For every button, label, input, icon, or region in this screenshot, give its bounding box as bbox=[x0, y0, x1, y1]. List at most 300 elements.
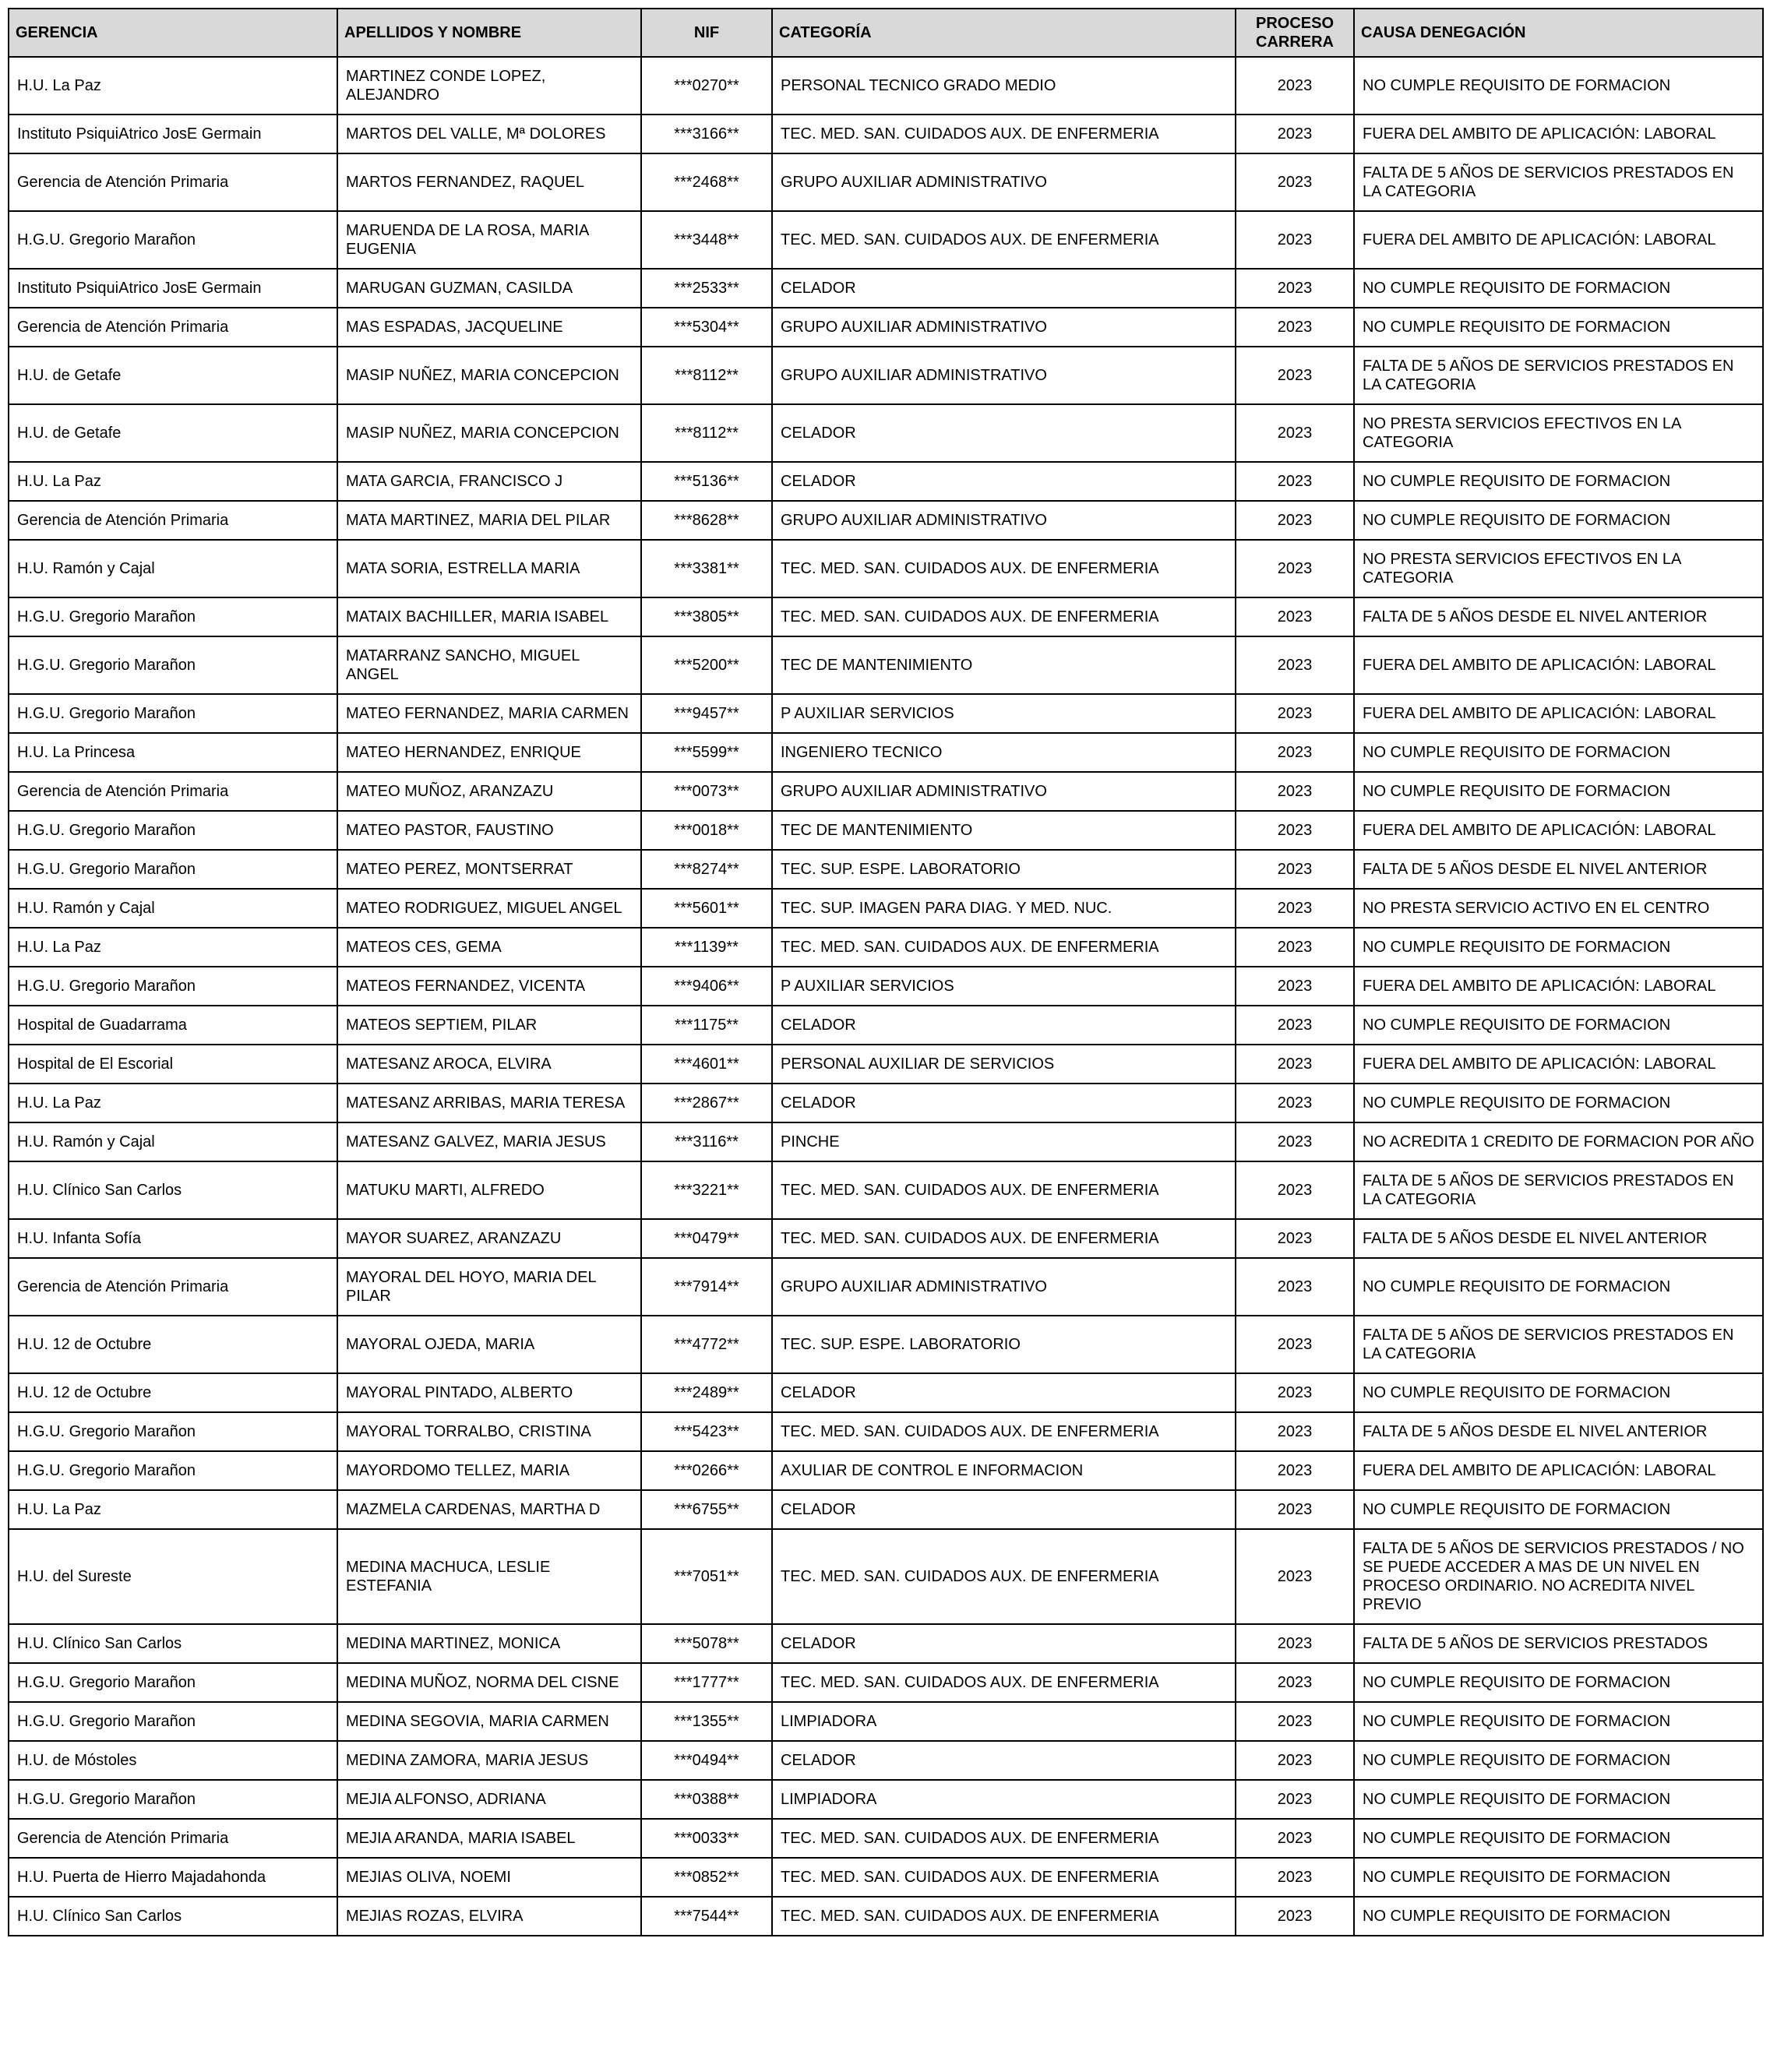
cell-categoria: TEC. MED. SAN. CUIDADOS AUX. DE ENFERMERIA bbox=[772, 1897, 1236, 1936]
cell-apellidos: MATEO MUÑOZ, ARANZAZU bbox=[337, 772, 641, 811]
table-row bbox=[9, 462, 1763, 501]
cell-nif: ***3221** bbox=[641, 1161, 772, 1219]
cell-categoria: CELADOR bbox=[772, 1624, 1236, 1663]
table-body bbox=[9, 57, 1763, 1936]
cell-apellidos: MATESANZ GALVEZ, MARIA JESUS bbox=[337, 1122, 641, 1161]
cell-nif: ***0852** bbox=[641, 1858, 772, 1897]
cell-proceso: 2023 bbox=[1236, 694, 1354, 733]
table-row bbox=[9, 597, 1763, 636]
cell-proceso: 2023 bbox=[1236, 967, 1354, 1006]
cell-proceso: 2023 bbox=[1236, 153, 1354, 211]
cell-categoria: PINCHE bbox=[772, 1122, 1236, 1161]
cell-gerencia: H.G.U. Gregorio Marañon bbox=[9, 636, 337, 694]
cell-nif: ***5078** bbox=[641, 1624, 772, 1663]
table-row bbox=[9, 57, 1763, 115]
cell-nif: ***9406** bbox=[641, 967, 772, 1006]
cell-causa: NO CUMPLE REQUISITO DE FORMACION bbox=[1354, 1819, 1763, 1858]
cell-apellidos: MEDINA MUÑOZ, NORMA DEL CISNE bbox=[337, 1663, 641, 1702]
cell-apellidos: MATEOS SEPTIEM, PILAR bbox=[337, 1006, 641, 1045]
cell-proceso: 2023 bbox=[1236, 269, 1354, 308]
header-categoria: CATEGORÍA bbox=[772, 9, 1236, 57]
cell-nif: ***8112** bbox=[641, 347, 772, 404]
cell-proceso: 2023 bbox=[1236, 597, 1354, 636]
cell-gerencia: H.U. Puerta de Hierro Majadahonda bbox=[9, 1858, 337, 1897]
cell-proceso: 2023 bbox=[1236, 1780, 1354, 1819]
cell-proceso: 2023 bbox=[1236, 1122, 1354, 1161]
table-row bbox=[9, 1412, 1763, 1451]
cell-nif: ***3381** bbox=[641, 540, 772, 597]
table-row bbox=[9, 1045, 1763, 1084]
cell-apellidos: MATARRANZ SANCHO, MIGUEL ANGEL bbox=[337, 636, 641, 694]
header-causa-denegacion: CAUSA DENEGACIÓN bbox=[1354, 9, 1763, 57]
table-row bbox=[9, 1741, 1763, 1780]
table-row bbox=[9, 694, 1763, 733]
cell-apellidos: MATESANZ ARRIBAS, MARIA TERESA bbox=[337, 1084, 641, 1122]
cell-proceso: 2023 bbox=[1236, 1006, 1354, 1045]
cell-causa: NO CUMPLE REQUISITO DE FORMACION bbox=[1354, 1858, 1763, 1897]
table-row bbox=[9, 733, 1763, 772]
cell-apellidos: MATEO PEREZ, MONTSERRAT bbox=[337, 850, 641, 889]
cell-gerencia: H.U. del Sureste bbox=[9, 1529, 337, 1624]
cell-apellidos: MARUENDA DE LA ROSA, MARIA EUGENIA bbox=[337, 211, 641, 269]
cell-categoria: TEC. MED. SAN. CUIDADOS AUX. DE ENFERMERIA bbox=[772, 1663, 1236, 1702]
cell-gerencia: H.U. Ramón y Cajal bbox=[9, 1122, 337, 1161]
cell-causa: NO CUMPLE REQUISITO DE FORMACION bbox=[1354, 1702, 1763, 1741]
cell-categoria: GRUPO AUXILIAR ADMINISTRATIVO bbox=[772, 347, 1236, 404]
cell-nif: ***6755** bbox=[641, 1490, 772, 1529]
cell-apellidos: MEDINA SEGOVIA, MARIA CARMEN bbox=[337, 1702, 641, 1741]
cell-apellidos: MATEO RODRIGUEZ, MIGUEL ANGEL bbox=[337, 889, 641, 928]
cell-causa: FUERA DEL AMBITO DE APLICACIÓN: LABORAL bbox=[1354, 1451, 1763, 1490]
cell-gerencia: H.U. de Móstoles bbox=[9, 1741, 337, 1780]
cell-proceso: 2023 bbox=[1236, 1316, 1354, 1373]
cell-gerencia: H.U. de Getafe bbox=[9, 404, 337, 462]
cell-categoria: TEC. SUP. ESPE. LABORATORIO bbox=[772, 1316, 1236, 1373]
cell-gerencia: Hospital de El Escorial bbox=[9, 1045, 337, 1084]
cell-categoria: PERSONAL AUXILIAR DE SERVICIOS bbox=[772, 1045, 1236, 1084]
cell-proceso: 2023 bbox=[1236, 1819, 1354, 1858]
table-row bbox=[9, 347, 1763, 404]
table-row bbox=[9, 115, 1763, 153]
cell-nif: ***3805** bbox=[641, 597, 772, 636]
cell-gerencia: Gerencia de Atención Primaria bbox=[9, 153, 337, 211]
cell-apellidos: MEJIAS ROZAS, ELVIRA bbox=[337, 1897, 641, 1936]
cell-categoria: GRUPO AUXILIAR ADMINISTRATIVO bbox=[772, 1258, 1236, 1316]
cell-nif: ***5423** bbox=[641, 1412, 772, 1451]
cell-proceso: 2023 bbox=[1236, 1045, 1354, 1084]
cell-nif: ***0479** bbox=[641, 1219, 772, 1258]
cell-proceso: 2023 bbox=[1236, 1741, 1354, 1780]
cell-categoria: GRUPO AUXILIAR ADMINISTRATIVO bbox=[772, 308, 1236, 347]
cell-causa: NO CUMPLE REQUISITO DE FORMACION bbox=[1354, 1373, 1763, 1412]
header-nif: NIF bbox=[641, 9, 772, 57]
cell-gerencia: Instituto PsiquiAtrico JosE Germain bbox=[9, 269, 337, 308]
cell-categoria: CELADOR bbox=[772, 1006, 1236, 1045]
table-row bbox=[9, 1624, 1763, 1663]
cell-gerencia: H.U. La Paz bbox=[9, 57, 337, 115]
cell-proceso: 2023 bbox=[1236, 733, 1354, 772]
cell-causa: NO CUMPLE REQUISITO DE FORMACION bbox=[1354, 1663, 1763, 1702]
table-row bbox=[9, 1316, 1763, 1373]
cell-causa: NO CUMPLE REQUISITO DE FORMACION bbox=[1354, 928, 1763, 967]
cell-nif: ***0018** bbox=[641, 811, 772, 850]
cell-gerencia: H.G.U. Gregorio Marañon bbox=[9, 1702, 337, 1741]
table-row bbox=[9, 1897, 1763, 1936]
cell-categoria: GRUPO AUXILIAR ADMINISTRATIVO bbox=[772, 153, 1236, 211]
cell-causa: FALTA DE 5 AÑOS DE SERVICIOS PRESTADOS EN LA CATEGORIA bbox=[1354, 153, 1763, 211]
cell-categoria: CELADOR bbox=[772, 1373, 1236, 1412]
cell-nif: ***0266** bbox=[641, 1451, 772, 1490]
cell-apellidos: MEDINA MARTINEZ, MONICA bbox=[337, 1624, 641, 1663]
cell-causa: FALTA DE 5 AÑOS DE SERVICIOS PRESTADOS EN LA CATEGORIA bbox=[1354, 1316, 1763, 1373]
cell-categoria: P AUXILIAR SERVICIOS bbox=[772, 967, 1236, 1006]
cell-nif: ***5599** bbox=[641, 733, 772, 772]
cell-gerencia: Gerencia de Atención Primaria bbox=[9, 308, 337, 347]
cell-nif: ***3448** bbox=[641, 211, 772, 269]
cell-causa: FALTA DE 5 AÑOS DESDE EL NIVEL ANTERIOR bbox=[1354, 1219, 1763, 1258]
cell-causa: NO ACREDITA 1 CREDITO DE FORMACION POR AÑO bbox=[1354, 1122, 1763, 1161]
table-row bbox=[9, 1780, 1763, 1819]
cell-nif: ***3166** bbox=[641, 115, 772, 153]
cell-gerencia: H.U. 12 de Octubre bbox=[9, 1373, 337, 1412]
cell-apellidos: MATA SORIA, ESTRELLA MARIA bbox=[337, 540, 641, 597]
cell-proceso: 2023 bbox=[1236, 404, 1354, 462]
cell-gerencia: H.U. Ramón y Cajal bbox=[9, 889, 337, 928]
cell-causa: NO CUMPLE REQUISITO DE FORMACION bbox=[1354, 1741, 1763, 1780]
cell-apellidos: MEJIA ALFONSO, ADRIANA bbox=[337, 1780, 641, 1819]
cell-proceso: 2023 bbox=[1236, 1529, 1354, 1624]
cell-nif: ***1777** bbox=[641, 1663, 772, 1702]
cell-apellidos: MASIP NUÑEZ, MARIA CONCEPCION bbox=[337, 347, 641, 404]
cell-apellidos: MASIP NUÑEZ, MARIA CONCEPCION bbox=[337, 404, 641, 462]
cell-causa: NO CUMPLE REQUISITO DE FORMACION bbox=[1354, 1897, 1763, 1936]
cell-proceso: 2023 bbox=[1236, 1451, 1354, 1490]
cell-categoria: TEC. MED. SAN. CUIDADOS AUX. DE ENFERMERIA bbox=[772, 1858, 1236, 1897]
cell-nif: ***4601** bbox=[641, 1045, 772, 1084]
cell-proceso: 2023 bbox=[1236, 1412, 1354, 1451]
cell-gerencia: H.G.U. Gregorio Marañon bbox=[9, 597, 337, 636]
header-gerencia: GERENCIA bbox=[9, 9, 337, 57]
cell-proceso: 2023 bbox=[1236, 540, 1354, 597]
cell-apellidos: MATESANZ AROCA, ELVIRA bbox=[337, 1045, 641, 1084]
table-row bbox=[9, 404, 1763, 462]
table-row bbox=[9, 1161, 1763, 1219]
cell-categoria: AXULIAR DE CONTROL E INFORMACION bbox=[772, 1451, 1236, 1490]
table-header bbox=[9, 9, 1763, 57]
cell-causa: NO CUMPLE REQUISITO DE FORMACION bbox=[1354, 1258, 1763, 1316]
table-row bbox=[9, 889, 1763, 928]
header-proceso-carrera: PROCESO CARRERA bbox=[1236, 9, 1354, 57]
cell-nif: ***1175** bbox=[641, 1006, 772, 1045]
cell-proceso: 2023 bbox=[1236, 850, 1354, 889]
cell-causa: NO CUMPLE REQUISITO DE FORMACION bbox=[1354, 1780, 1763, 1819]
cell-proceso: 2023 bbox=[1236, 1702, 1354, 1741]
cell-gerencia: H.U. Ramón y Cajal bbox=[9, 540, 337, 597]
cell-nif: ***0270** bbox=[641, 57, 772, 115]
cell-causa: FUERA DEL AMBITO DE APLICACIÓN: LABORAL bbox=[1354, 811, 1763, 850]
cell-apellidos: MAYORAL PINTADO, ALBERTO bbox=[337, 1373, 641, 1412]
cell-causa: NO CUMPLE REQUISITO DE FORMACION bbox=[1354, 308, 1763, 347]
table-row bbox=[9, 1490, 1763, 1529]
cell-gerencia: H.G.U. Gregorio Marañon bbox=[9, 211, 337, 269]
cell-categoria: CELADOR bbox=[772, 404, 1236, 462]
cell-causa: FALTA DE 5 AÑOS DESDE EL NIVEL ANTERIOR bbox=[1354, 597, 1763, 636]
table-row bbox=[9, 1006, 1763, 1045]
cell-apellidos: MATEO HERNANDEZ, ENRIQUE bbox=[337, 733, 641, 772]
cell-proceso: 2023 bbox=[1236, 889, 1354, 928]
cell-proceso: 2023 bbox=[1236, 501, 1354, 540]
cell-proceso: 2023 bbox=[1236, 211, 1354, 269]
cell-apellidos: MATEOS FERNANDEZ, VICENTA bbox=[337, 967, 641, 1006]
cell-nif: ***8112** bbox=[641, 404, 772, 462]
cell-causa: NO PRESTA SERVICIOS EFECTIVOS EN LA CATEGORIA bbox=[1354, 540, 1763, 597]
cell-categoria: PERSONAL TECNICO GRADO MEDIO bbox=[772, 57, 1236, 115]
cell-apellidos: MEJIA ARANDA, MARIA ISABEL bbox=[337, 1819, 641, 1858]
cell-apellidos: MEDINA ZAMORA, MARIA JESUS bbox=[337, 1741, 641, 1780]
cell-causa: FALTA DE 5 AÑOS DE SERVICIOS PRESTADOS EN LA CATEGORIA bbox=[1354, 1161, 1763, 1219]
cell-nif: ***0033** bbox=[641, 1819, 772, 1858]
table-row bbox=[9, 540, 1763, 597]
cell-causa: NO CUMPLE REQUISITO DE FORMACION bbox=[1354, 57, 1763, 115]
cell-categoria: LIMPIADORA bbox=[772, 1702, 1236, 1741]
cell-apellidos: MAYORAL DEL HOYO, MARIA DEL PILAR bbox=[337, 1258, 641, 1316]
cell-causa: NO CUMPLE REQUISITO DE FORMACION bbox=[1354, 733, 1763, 772]
cell-categoria: INGENIERO TECNICO bbox=[772, 733, 1236, 772]
cell-gerencia: Instituto PsiquiAtrico JosE Germain bbox=[9, 115, 337, 153]
cell-categoria: TEC DE MANTENIMIENTO bbox=[772, 811, 1236, 850]
cell-causa: NO CUMPLE REQUISITO DE FORMACION bbox=[1354, 462, 1763, 501]
cell-causa: NO CUMPLE REQUISITO DE FORMACION bbox=[1354, 1084, 1763, 1122]
table-row bbox=[9, 811, 1763, 850]
cell-categoria: TEC DE MANTENIMIENTO bbox=[772, 636, 1236, 694]
cell-apellidos: MEJIAS OLIVA, NOEMI bbox=[337, 1858, 641, 1897]
cell-proceso: 2023 bbox=[1236, 772, 1354, 811]
cell-nif: ***9457** bbox=[641, 694, 772, 733]
table-row bbox=[9, 772, 1763, 811]
cell-proceso: 2023 bbox=[1236, 811, 1354, 850]
cell-gerencia: Gerencia de Atención Primaria bbox=[9, 1819, 337, 1858]
cell-gerencia: H.U. Clínico San Carlos bbox=[9, 1624, 337, 1663]
cell-causa: NO CUMPLE REQUISITO DE FORMACION bbox=[1354, 772, 1763, 811]
table-row bbox=[9, 1122, 1763, 1161]
cell-proceso: 2023 bbox=[1236, 1219, 1354, 1258]
cell-nif: ***7914** bbox=[641, 1258, 772, 1316]
cell-apellidos: MATEO PASTOR, FAUSTINO bbox=[337, 811, 641, 850]
table-row bbox=[9, 1451, 1763, 1490]
cell-causa: FALTA DE 5 AÑOS DESDE EL NIVEL ANTERIOR bbox=[1354, 1412, 1763, 1451]
cell-gerencia: H.U. Infanta Sofía bbox=[9, 1219, 337, 1258]
table-row bbox=[9, 1258, 1763, 1316]
table-row bbox=[9, 1373, 1763, 1412]
cell-causa: NO PRESTA SERVICIO ACTIVO EN EL CENTRO bbox=[1354, 889, 1763, 928]
cell-nif: ***5304** bbox=[641, 308, 772, 347]
cell-gerencia: H.U. de Getafe bbox=[9, 347, 337, 404]
table-row bbox=[9, 1663, 1763, 1702]
cell-causa: NO CUMPLE REQUISITO DE FORMACION bbox=[1354, 1006, 1763, 1045]
table-row bbox=[9, 1529, 1763, 1624]
cell-categoria: TEC. MED. SAN. CUIDADOS AUX. DE ENFERMERIA bbox=[772, 1412, 1236, 1451]
cell-categoria: TEC. MED. SAN. CUIDADOS AUX. DE ENFERMERIA bbox=[772, 1161, 1236, 1219]
cell-categoria: TEC. MED. SAN. CUIDADOS AUX. DE ENFERMERIA bbox=[772, 597, 1236, 636]
cell-gerencia: H.U. La Paz bbox=[9, 1490, 337, 1529]
cell-causa: NO PRESTA SERVICIOS EFECTIVOS EN LA CATEGORIA bbox=[1354, 404, 1763, 462]
table-row bbox=[9, 501, 1763, 540]
cell-nif: ***5601** bbox=[641, 889, 772, 928]
cell-nif: ***2533** bbox=[641, 269, 772, 308]
cell-proceso: 2023 bbox=[1236, 1373, 1354, 1412]
cell-categoria: TEC. MED. SAN. CUIDADOS AUX. DE ENFERMERIA bbox=[772, 928, 1236, 967]
cell-proceso: 2023 bbox=[1236, 347, 1354, 404]
cell-apellidos: MAYORAL TORRALBO, CRISTINA bbox=[337, 1412, 641, 1451]
cell-causa: FALTA DE 5 AÑOS DESDE EL NIVEL ANTERIOR bbox=[1354, 850, 1763, 889]
cell-categoria: TEC. MED. SAN. CUIDADOS AUX. DE ENFERMERIA bbox=[772, 1219, 1236, 1258]
table-row bbox=[9, 308, 1763, 347]
cell-proceso: 2023 bbox=[1236, 1084, 1354, 1122]
header-apellidos: APELLIDOS Y NOMBRE bbox=[337, 9, 641, 57]
cell-causa: FUERA DEL AMBITO DE APLICACIÓN: LABORAL bbox=[1354, 967, 1763, 1006]
cell-proceso: 2023 bbox=[1236, 1258, 1354, 1316]
cell-causa: NO CUMPLE REQUISITO DE FORMACION bbox=[1354, 501, 1763, 540]
cell-apellidos: MAYOR SUAREZ, ARANZAZU bbox=[337, 1219, 641, 1258]
table-row bbox=[9, 211, 1763, 269]
cell-nif: ***5136** bbox=[641, 462, 772, 501]
cell-causa: FALTA DE 5 AÑOS DE SERVICIOS PRESTADOS bbox=[1354, 1624, 1763, 1663]
table-row bbox=[9, 928, 1763, 967]
cell-gerencia: H.G.U. Gregorio Marañon bbox=[9, 1412, 337, 1451]
cell-proceso: 2023 bbox=[1236, 1490, 1354, 1529]
cell-proceso: 2023 bbox=[1236, 1624, 1354, 1663]
career-denials-table bbox=[8, 8, 1764, 1936]
cell-categoria: CELADOR bbox=[772, 1741, 1236, 1780]
cell-gerencia: Hospital de Guadarrama bbox=[9, 1006, 337, 1045]
cell-categoria: GRUPO AUXILIAR ADMINISTRATIVO bbox=[772, 772, 1236, 811]
cell-gerencia: H.G.U. Gregorio Marañon bbox=[9, 967, 337, 1006]
cell-nif: ***1139** bbox=[641, 928, 772, 967]
cell-apellidos: MARTOS DEL VALLE, Mª DOLORES bbox=[337, 115, 641, 153]
cell-nif: ***8628** bbox=[641, 501, 772, 540]
table-row bbox=[9, 1219, 1763, 1258]
cell-gerencia: H.U. Clínico San Carlos bbox=[9, 1897, 337, 1936]
cell-categoria: TEC. MED. SAN. CUIDADOS AUX. DE ENFERMERIA bbox=[772, 540, 1236, 597]
cell-apellidos: MAYORAL OJEDA, MARIA bbox=[337, 1316, 641, 1373]
table-row bbox=[9, 967, 1763, 1006]
cell-categoria: CELADOR bbox=[772, 1490, 1236, 1529]
table-row bbox=[9, 269, 1763, 308]
cell-categoria: TEC. MED. SAN. CUIDADOS AUX. DE ENFERMERIA bbox=[772, 115, 1236, 153]
cell-proceso: 2023 bbox=[1236, 1858, 1354, 1897]
cell-causa: FUERA DEL AMBITO DE APLICACIÓN: LABORAL bbox=[1354, 694, 1763, 733]
cell-apellidos: MATEOS CES, GEMA bbox=[337, 928, 641, 967]
cell-gerencia: H.U. La Paz bbox=[9, 462, 337, 501]
cell-causa: FUERA DEL AMBITO DE APLICACIÓN: LABORAL bbox=[1354, 211, 1763, 269]
cell-gerencia: H.G.U. Gregorio Marañon bbox=[9, 1663, 337, 1702]
cell-nif: ***7544** bbox=[641, 1897, 772, 1936]
cell-categoria: TEC. SUP. ESPE. LABORATORIO bbox=[772, 850, 1236, 889]
cell-categoria: TEC. MED. SAN. CUIDADOS AUX. DE ENFERMERIA bbox=[772, 1529, 1236, 1624]
cell-causa: FUERA DEL AMBITO DE APLICACIÓN: LABORAL bbox=[1354, 1045, 1763, 1084]
cell-proceso: 2023 bbox=[1236, 928, 1354, 967]
cell-categoria: GRUPO AUXILIAR ADMINISTRATIVO bbox=[772, 501, 1236, 540]
cell-apellidos: MATA MARTINEZ, MARIA DEL PILAR bbox=[337, 501, 641, 540]
cell-proceso: 2023 bbox=[1236, 308, 1354, 347]
cell-proceso: 2023 bbox=[1236, 115, 1354, 153]
cell-proceso: 2023 bbox=[1236, 57, 1354, 115]
cell-categoria: P AUXILIAR SERVICIOS bbox=[772, 694, 1236, 733]
cell-causa: FUERA DEL AMBITO DE APLICACIÓN: LABORAL bbox=[1354, 115, 1763, 153]
table-row bbox=[9, 636, 1763, 694]
cell-categoria: TEC. SUP. IMAGEN PARA DIAG. Y MED. NUC. bbox=[772, 889, 1236, 928]
table-row bbox=[9, 1819, 1763, 1858]
cell-nif: ***8274** bbox=[641, 850, 772, 889]
cell-apellidos: MAYORDOMO TELLEZ, MARIA bbox=[337, 1451, 641, 1490]
cell-apellidos: MARTINEZ CONDE LOPEZ, ALEJANDRO bbox=[337, 57, 641, 115]
cell-nif: ***0073** bbox=[641, 772, 772, 811]
cell-gerencia: H.U. La Princesa bbox=[9, 733, 337, 772]
cell-nif: ***4772** bbox=[641, 1316, 772, 1373]
cell-gerencia: H.G.U. Gregorio Marañon bbox=[9, 1451, 337, 1490]
cell-gerencia: H.U. Clínico San Carlos bbox=[9, 1161, 337, 1219]
cell-apellidos: MARTOS FERNANDEZ, RAQUEL bbox=[337, 153, 641, 211]
cell-nif: ***2489** bbox=[641, 1373, 772, 1412]
cell-categoria: TEC. MED. SAN. CUIDADOS AUX. DE ENFERMERIA bbox=[772, 1819, 1236, 1858]
cell-apellidos: MAS ESPADAS, JACQUELINE bbox=[337, 308, 641, 347]
cell-proceso: 2023 bbox=[1236, 1663, 1354, 1702]
cell-categoria: LIMPIADORA bbox=[772, 1780, 1236, 1819]
cell-causa: FALTA DE 5 AÑOS DE SERVICIOS PRESTADOS EN LA CATEGORIA bbox=[1354, 347, 1763, 404]
cell-gerencia: H.U. 12 de Octubre bbox=[9, 1316, 337, 1373]
cell-proceso: 2023 bbox=[1236, 1897, 1354, 1936]
cell-apellidos: MARUGAN GUZMAN, CASILDA bbox=[337, 269, 641, 308]
cell-nif: ***2468** bbox=[641, 153, 772, 211]
cell-categoria: CELADOR bbox=[772, 462, 1236, 501]
cell-gerencia: Gerencia de Atención Primaria bbox=[9, 1258, 337, 1316]
cell-apellidos: MEDINA MACHUCA, LESLIE ESTEFANIA bbox=[337, 1529, 641, 1624]
header-row bbox=[9, 9, 1763, 57]
cell-nif: ***5200** bbox=[641, 636, 772, 694]
cell-causa: FALTA DE 5 AÑOS DE SERVICIOS PRESTADOS / NO SE PUEDE ACCEDER A MAS DE UN NIVEL EN PROCESO ORDINARIO. NO ACREDITA NIVEL PREVIO bbox=[1354, 1529, 1763, 1624]
cell-nif: ***7051** bbox=[641, 1529, 772, 1624]
cell-apellidos: MATUKU MARTI, ALFREDO bbox=[337, 1161, 641, 1219]
table-row bbox=[9, 1702, 1763, 1741]
cell-gerencia: Gerencia de Atención Primaria bbox=[9, 772, 337, 811]
cell-nif: ***1355** bbox=[641, 1702, 772, 1741]
cell-categoria: CELADOR bbox=[772, 1084, 1236, 1122]
cell-proceso: 2023 bbox=[1236, 1161, 1354, 1219]
cell-categoria: TEC. MED. SAN. CUIDADOS AUX. DE ENFERMERIA bbox=[772, 211, 1236, 269]
cell-nif: ***3116** bbox=[641, 1122, 772, 1161]
table-row bbox=[9, 1858, 1763, 1897]
cell-apellidos: MATA GARCIA, FRANCISCO J bbox=[337, 462, 641, 501]
cell-causa: NO CUMPLE REQUISITO DE FORMACION bbox=[1354, 269, 1763, 308]
cell-gerencia: H.G.U. Gregorio Marañon bbox=[9, 811, 337, 850]
cell-gerencia: H.G.U. Gregorio Marañon bbox=[9, 694, 337, 733]
table-row bbox=[9, 1084, 1763, 1122]
cell-gerencia: H.G.U. Gregorio Marañon bbox=[9, 1780, 337, 1819]
cell-gerencia: H.G.U. Gregorio Marañon bbox=[9, 850, 337, 889]
table-row bbox=[9, 850, 1763, 889]
table-row bbox=[9, 153, 1763, 211]
cell-causa: FUERA DEL AMBITO DE APLICACIÓN: LABORAL bbox=[1354, 636, 1763, 694]
cell-causa: NO CUMPLE REQUISITO DE FORMACION bbox=[1354, 1490, 1763, 1529]
cell-gerencia: H.U. La Paz bbox=[9, 1084, 337, 1122]
cell-nif: ***2867** bbox=[641, 1084, 772, 1122]
cell-nif: ***0388** bbox=[641, 1780, 772, 1819]
cell-apellidos: MAZMELA CARDENAS, MARTHA D bbox=[337, 1490, 641, 1529]
cell-proceso: 2023 bbox=[1236, 636, 1354, 694]
cell-apellidos: MATEO FERNANDEZ, MARIA CARMEN bbox=[337, 694, 641, 733]
cell-proceso: 2023 bbox=[1236, 462, 1354, 501]
cell-nif: ***0494** bbox=[641, 1741, 772, 1780]
